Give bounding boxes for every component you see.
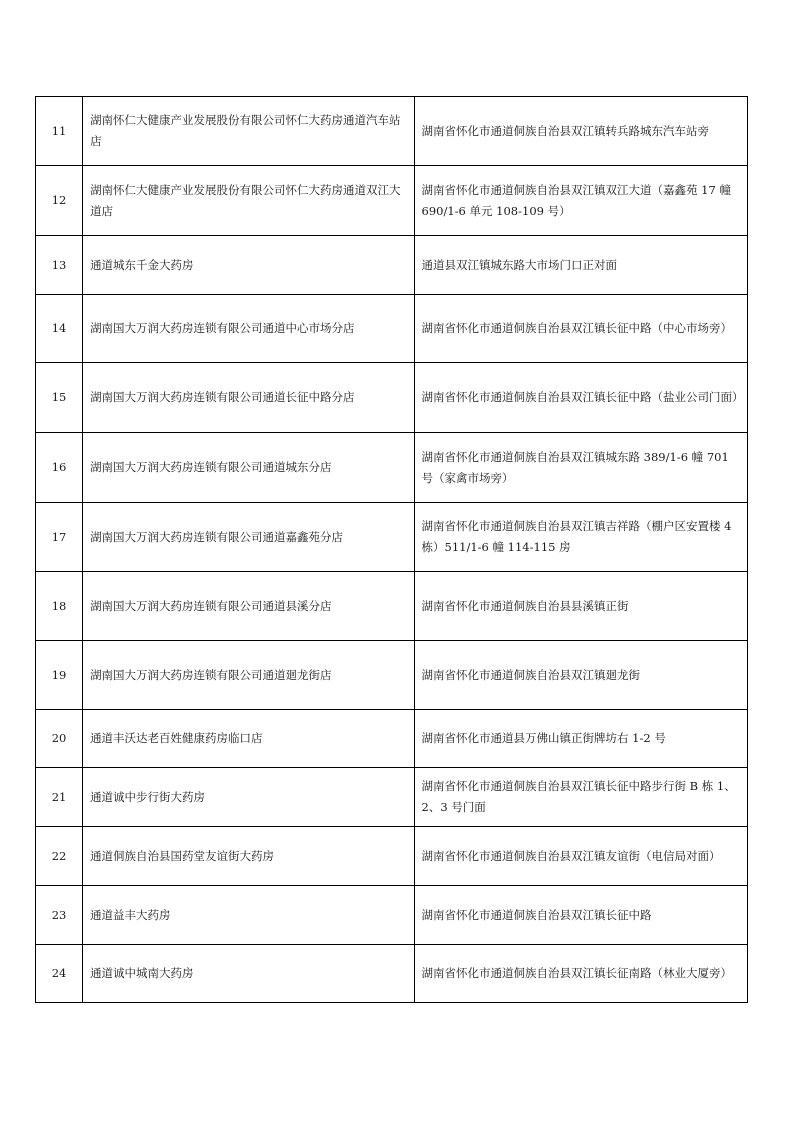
table-row <box>36 710 748 768</box>
pharmacy-address: 湖南省怀化市通道侗族自治县双江镇长征中路（盐业公司门面） <box>414 363 747 433</box>
table-row <box>36 433 748 503</box>
table-row <box>36 827 748 886</box>
pharmacy-address: 通道县双江镇城东路大市场门口正对面 <box>414 236 747 295</box>
table-row <box>36 641 748 710</box>
pharmacy-address: 湖南省怀化市通道侗族自治县双江镇转兵路城东汽车站旁 <box>414 97 747 166</box>
row-number: 16 <box>36 433 83 503</box>
row-number: 23 <box>36 886 83 945</box>
table-row <box>36 97 748 166</box>
pharmacy-name: 湖南国大万润大药房连锁有限公司通道县溪分店 <box>83 572 414 641</box>
table-row <box>36 886 748 945</box>
pharmacy-address: 湖南省怀化市通道侗族自治县县溪镇正街 <box>414 572 747 641</box>
table-row <box>36 768 748 827</box>
pharmacy-name: 通道诚中城南大药房 <box>83 945 414 1003</box>
row-number: 18 <box>36 572 83 641</box>
pharmacy-name: 通道益丰大药房 <box>83 886 414 945</box>
row-number: 12 <box>36 166 83 236</box>
row-number: 22 <box>36 827 83 886</box>
pharmacy-address: 湖南省怀化市通道侗族自治县双江镇长征中路 <box>414 886 747 945</box>
table-row <box>36 236 748 295</box>
row-number: 14 <box>36 295 83 363</box>
row-number: 15 <box>36 363 83 433</box>
pharmacy-name: 通道丰沃达老百姓健康药房临口店 <box>83 710 414 768</box>
table-row <box>36 503 748 572</box>
pharmacy-address: 湖南省怀化市通道县万佛山镇正街牌坊右 1-2 号 <box>414 710 747 768</box>
pharmacy-table <box>35 96 748 1003</box>
pharmacy-name: 湖南国大万润大药房连锁有限公司通道长征中路分店 <box>83 363 414 433</box>
pharmacy-name: 湖南国大万润大药房连锁有限公司通道城东分店 <box>83 433 414 503</box>
pharmacy-name: 湖南国大万润大药房连锁有限公司通道廻龙街店 <box>83 641 414 710</box>
table-row <box>36 295 748 363</box>
table-row <box>36 572 748 641</box>
pharmacy-address: 湖南省怀化市通道侗族自治县双江镇友谊街（电信局对面） <box>414 827 747 886</box>
row-number: 13 <box>36 236 83 295</box>
row-number: 21 <box>36 768 83 827</box>
pharmacy-address: 湖南省怀化市通道侗族自治县双江镇长征中路（中心市场旁） <box>414 295 747 363</box>
row-number: 11 <box>36 97 83 166</box>
pharmacy-address: 湖南省怀化市通道侗族自治县双江镇吉祥路（棚户区安置楼 4 栋）511/1-6 幢 114-115 房 <box>414 503 747 572</box>
pharmacy-address: 湖南省怀化市通道侗族自治县双江镇长征中路步行街 B 栋 1、2、3 号门面 <box>414 768 747 827</box>
pharmacy-name: 湖南怀仁大健康产业发展股份有限公司怀仁大药房通道汽车站店 <box>83 97 414 166</box>
table-row <box>36 166 748 236</box>
pharmacy-name: 通道城东千金大药房 <box>83 236 414 295</box>
row-number: 19 <box>36 641 83 710</box>
pharmacy-address: 湖南省怀化市通道侗族自治县双江镇城东路 389/1-6 幢 701 号（家禽市场旁） <box>414 433 747 503</box>
pharmacy-address: 湖南省怀化市通道侗族自治县双江镇双江大道（嘉鑫苑 17 幢 690/1-6 单元 108-109 号） <box>414 166 747 236</box>
pharmacy-name: 湖南国大万润大药房连锁有限公司通道中心市场分店 <box>83 295 414 363</box>
pharmacy-address: 湖南省怀化市通道侗族自治县双江镇长征南路（林业大厦旁） <box>414 945 747 1003</box>
pharmacy-name: 通道侗族自治县国药堂友谊街大药房 <box>83 827 414 886</box>
pharmacy-name: 通道诚中步行街大药房 <box>83 768 414 827</box>
row-number: 17 <box>36 503 83 572</box>
row-number: 20 <box>36 710 83 768</box>
pharmacy-name: 湖南怀仁大健康产业发展股份有限公司怀仁大药房通道双江大道店 <box>83 166 414 236</box>
row-number: 24 <box>36 945 83 1003</box>
pharmacy-address: 湖南省怀化市通道侗族自治县双江镇廻龙街 <box>414 641 747 710</box>
table-row <box>36 945 748 1003</box>
pharmacy-table-body <box>36 97 748 1003</box>
table-row <box>36 363 748 433</box>
pharmacy-name: 湖南国大万润大药房连锁有限公司通道嘉鑫苑分店 <box>83 503 414 572</box>
